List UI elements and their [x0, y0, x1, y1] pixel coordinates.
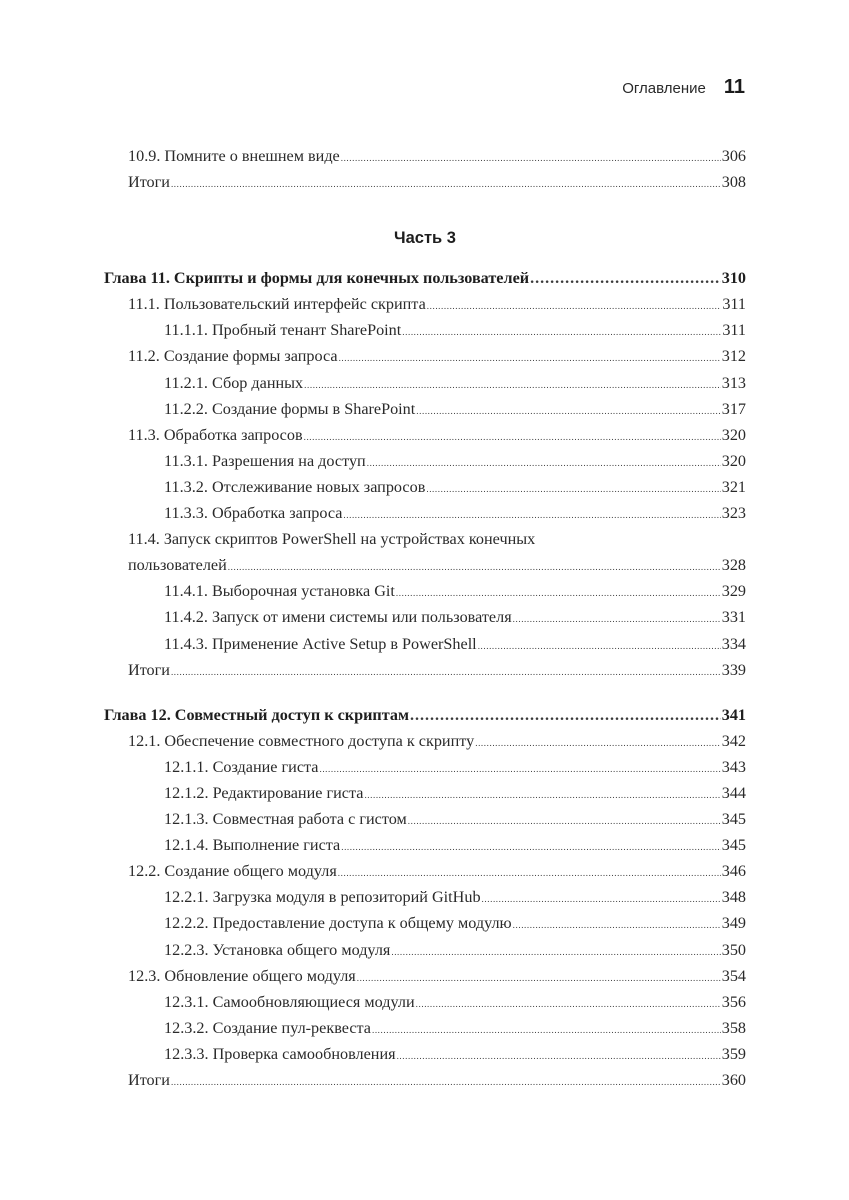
- toc-entry-page: 345: [721, 810, 746, 829]
- toc-entry[interactable]: [104, 604, 746, 630]
- toc-entry-title: 12.3.1. Самообновляющиеся модули: [164, 992, 415, 1011]
- toc-entry[interactable]: [104, 963, 746, 989]
- toc-entry-multiline[interactable]: [104, 526, 746, 578]
- toc-entry-page: 345: [721, 836, 746, 855]
- toc-entry[interactable]: [104, 832, 746, 858]
- dot-leader: [416, 991, 721, 1017]
- toc-entry-page: 320: [721, 451, 746, 470]
- chapter-title: Глава 12. Совместный доступ к скриптам: [104, 705, 410, 724]
- toc-entry-title: 11.2.2. Создание формы в SharePoint: [164, 399, 416, 418]
- toc-entry-title: 12.2.2. Предоставление доступа к общему модулю: [164, 914, 512, 933]
- chapter-title: Глава 11. Скрипты и формы для конечных пользователей: [104, 269, 530, 288]
- toc-entry-title: 12.2.3. Установка общего модуля: [164, 940, 391, 959]
- chapter-heading[interactable]: [104, 702, 746, 728]
- toc-entry[interactable]: [104, 806, 746, 832]
- toc-entry-title: 11.3.1. Разрешения на доступ: [164, 451, 366, 470]
- toc-entry-title: 12.3. Обновление общего модуля: [128, 966, 356, 985]
- toc-entry-page: 323: [721, 504, 746, 523]
- toc-entry-page: 350: [721, 940, 746, 959]
- dot-leader: [228, 554, 721, 580]
- toc-entry-page: 306: [721, 147, 746, 165]
- toc-entry-page: 356: [721, 992, 746, 1011]
- toc-entry-page: 339: [721, 660, 746, 679]
- toc-entry-title: 11.4.3. Применение Active Setup в PowerShell: [164, 634, 477, 653]
- toc-entry-page: 349: [721, 914, 746, 933]
- toc-entry-title-line2: пользователей: [128, 556, 227, 575]
- dot-leader: [427, 293, 722, 319]
- toc-entry-title: 12.2. Создание общего модуля: [128, 862, 337, 881]
- dot-leader: [171, 171, 721, 197]
- dot-leader: [475, 730, 721, 756]
- toc-entry-title: Итоги: [128, 173, 170, 192]
- toc-entry-page: 311: [722, 295, 746, 314]
- toc-entry-page: 320: [721, 425, 746, 444]
- toc-entry-title: 12.1.4. Выполнение гиста: [164, 836, 341, 855]
- toc-entry-title: 11.3. Обработка запросов: [128, 425, 303, 444]
- chapter-heading[interactable]: [104, 265, 746, 291]
- dot-leader: [343, 502, 720, 528]
- toc-entry-page: 358: [721, 1018, 746, 1037]
- toc-entry-title: 11.1.1. Пробный тенант SharePoint: [164, 321, 402, 340]
- dot-leader: [357, 965, 721, 991]
- toc-entry[interactable]: [104, 169, 746, 195]
- toc-entry[interactable]: [104, 989, 746, 1015]
- toc-entry-title: 11.4.1. Выборочная установка Git: [164, 582, 395, 601]
- dot-leader: [426, 476, 720, 502]
- dot-leader: [513, 912, 721, 938]
- dot-leader: [372, 1017, 721, 1043]
- toc-entry[interactable]: [104, 1041, 746, 1067]
- dot-leader: [171, 1069, 721, 1095]
- toc-entry[interactable]: [104, 858, 746, 884]
- toc-entry-page: 334: [721, 634, 746, 653]
- page-number: 11: [723, 76, 745, 98]
- toc-entry-page: 346: [721, 862, 746, 881]
- toc-entry[interactable]: [104, 474, 746, 500]
- toc-entry[interactable]: [104, 291, 746, 317]
- toc-entry[interactable]: [104, 1015, 746, 1041]
- dot-leader: [367, 450, 721, 476]
- dot-leader: [304, 424, 721, 450]
- toc-entry-page: 354: [721, 966, 746, 985]
- dot-leader: [513, 606, 721, 632]
- dot-leader: [396, 580, 721, 606]
- toc-entry-title: 11.3.3. Обработка запроса: [164, 504, 343, 523]
- dot-leader: [482, 886, 721, 912]
- dot-leader: [408, 808, 721, 834]
- toc-entry[interactable]: [104, 754, 746, 780]
- toc-entry[interactable]: [104, 500, 746, 526]
- toc-entry-page: 328: [721, 556, 746, 575]
- toc-entry[interactable]: [104, 343, 746, 369]
- dot-leader: [530, 266, 721, 292]
- toc-entry-page: 348: [721, 888, 746, 907]
- dot-leader: [391, 939, 720, 965]
- toc-entry-page: 344: [721, 783, 746, 802]
- dot-leader: [341, 834, 721, 860]
- toc-entry-title: 11.4.2. Запуск от имени системы или пользователя: [164, 608, 512, 627]
- toc-entry[interactable]: [104, 422, 746, 448]
- dot-leader: [338, 860, 721, 886]
- toc-entry-page: 308: [721, 173, 746, 192]
- toc-entry-title: 10.9. Помните о внешнем виде: [128, 147, 340, 165]
- toc-entry[interactable]: [104, 448, 746, 474]
- dot-leader: [319, 756, 720, 782]
- toc-entry[interactable]: [104, 657, 746, 683]
- toc-entry-page: 343: [721, 757, 746, 776]
- dot-leader: [397, 1043, 721, 1069]
- toc-entry-page: 359: [721, 1044, 746, 1063]
- toc-entry-title: 12.1.2. Редактирование гиста: [164, 783, 364, 802]
- dot-leader: [402, 319, 721, 345]
- toc-entry-title: 11.2. Создание формы запроса: [128, 347, 338, 366]
- toc-entry[interactable]: [104, 578, 746, 604]
- toc-entry[interactable]: [104, 143, 746, 169]
- toc-entry[interactable]: [104, 631, 746, 657]
- toc-entry-page: 329: [721, 582, 746, 601]
- toc-entry[interactable]: [104, 910, 746, 936]
- toc-entry-page: 313: [721, 373, 746, 392]
- toc-entry-title: 12.3.3. Проверка самообновления: [164, 1044, 396, 1063]
- toc-entry-page: 321: [721, 477, 746, 496]
- chapter-page: 341: [721, 705, 746, 724]
- toc-entry-title: 12.2.1. Загрузка модуля в репозиторий GitHub: [164, 888, 481, 907]
- running-head-title: Оглавление: [622, 80, 706, 97]
- toc-entry[interactable]: [104, 884, 746, 910]
- dot-leader: [339, 345, 721, 371]
- toc-entry-title: 11.3.2. Отслеживание новых запросов: [164, 477, 426, 496]
- dot-leader: [416, 398, 720, 424]
- toc-entry-page: 360: [721, 1071, 746, 1089]
- toc-entry[interactable]: [104, 370, 746, 396]
- toc-entry[interactable]: [104, 937, 746, 963]
- toc-entry[interactable]: [104, 1067, 746, 1093]
- toc-entry-title-line1: 11.4. Запуск скриптов PowerShell на устройствах конечных: [128, 530, 536, 549]
- toc-entry[interactable]: [104, 780, 746, 806]
- toc-entry-title: 11.2.1. Сбор данных: [164, 373, 304, 392]
- toc-entry-title: 12.3.2. Создание пул-реквеста: [164, 1018, 371, 1037]
- dot-leader: [171, 659, 721, 685]
- running-head: [622, 76, 745, 99]
- toc-entry-title: Итоги: [128, 1071, 170, 1089]
- toc-entry-page: 311: [722, 321, 746, 340]
- toc-entry-title: 11.1. Пользовательский интерфейс скрипта: [128, 295, 426, 314]
- dot-leader: [410, 703, 721, 729]
- toc-entry-title: Итоги: [128, 660, 170, 679]
- toc-entry-title: 12.1.3. Совместная работа с гистом: [164, 810, 407, 829]
- table-of-contents: [104, 143, 746, 1093]
- dot-leader: [304, 372, 721, 398]
- toc-entry-page: 342: [721, 731, 746, 750]
- part-title: Часть 3: [394, 229, 456, 248]
- dot-leader: [364, 782, 720, 808]
- toc-entry-page: 312: [721, 347, 746, 366]
- toc-entry-title: 12.1. Обеспечение совместного доступа к скрипту: [128, 731, 475, 750]
- dot-leader: [341, 145, 721, 171]
- toc-entry-title: 12.1.1. Создание гиста: [164, 757, 319, 776]
- toc-entry-page: 317: [721, 399, 746, 418]
- toc-entry[interactable]: [104, 728, 746, 754]
- chapter-page: 310: [721, 269, 746, 288]
- toc-entry[interactable]: [104, 396, 746, 422]
- dot-leader: [478, 633, 721, 659]
- toc-entry[interactable]: [104, 317, 746, 343]
- toc-entry-page: 331: [721, 608, 746, 627]
